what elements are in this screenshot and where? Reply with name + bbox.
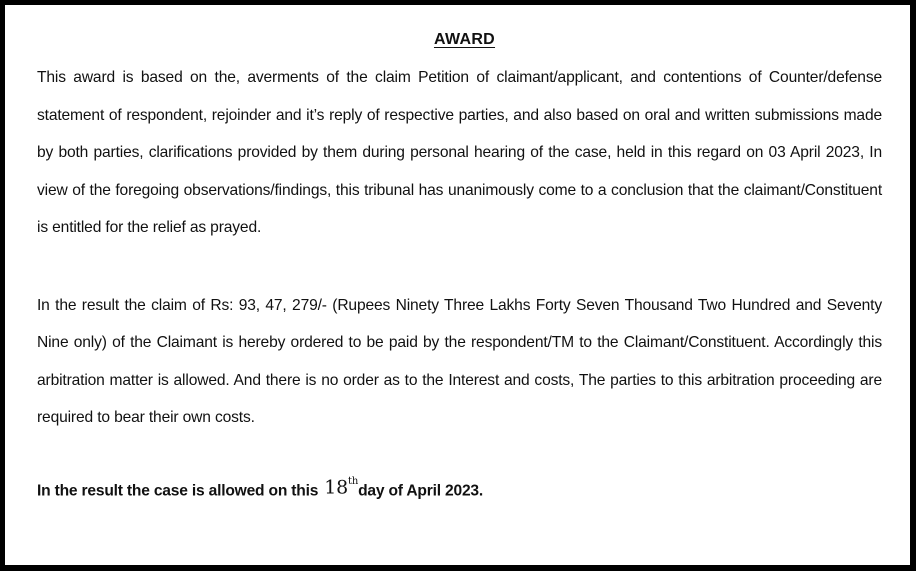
award-document: [37, 29, 882, 505]
handwritten-day: [324, 470, 358, 501]
award-conclusion: [37, 472, 882, 505]
award-basis-paragraph: This award is based on the, averments of the claim Petition of claimant/applicant, and contentions of Counter/defense statement of respondent, rejoinder and it’s reply of respective parties, and also based on oral and written submissions made by both parties, clarifications provided by them during personal hearing of the case, held in this regard on 03 April 2023, In view of the foregoing observations/findings, this tribunal has unanimously come to a conclusion that the claimant/Constituent is entitled for the relief as prayed.: [37, 69, 882, 236]
handwritten-day-number: 18: [324, 475, 349, 498]
award-result-paragraph: In the result the claim of Rs: 93, 47, 279/- (Rupees Ninety Three Lakhs Forty Seven Thousand Two Hundred and Seventy Nine only) of the Claimant is hereby ordered to be paid by the respondent/TM to the Claimant/Constituent. Accordingly this arbitration matter is allowed. And there is no order as to the Interest and costs, The parties to this arbitration proceeding are required to bear their own costs.: [37, 296, 882, 426]
conclusion-suffix: day of April 2023.: [358, 481, 484, 499]
document-title: AWARD: [433, 31, 496, 48]
conclusion-prefix: In the result the case is allowed on this: [37, 481, 319, 499]
handwritten-day-suffix: th: [348, 475, 359, 487]
